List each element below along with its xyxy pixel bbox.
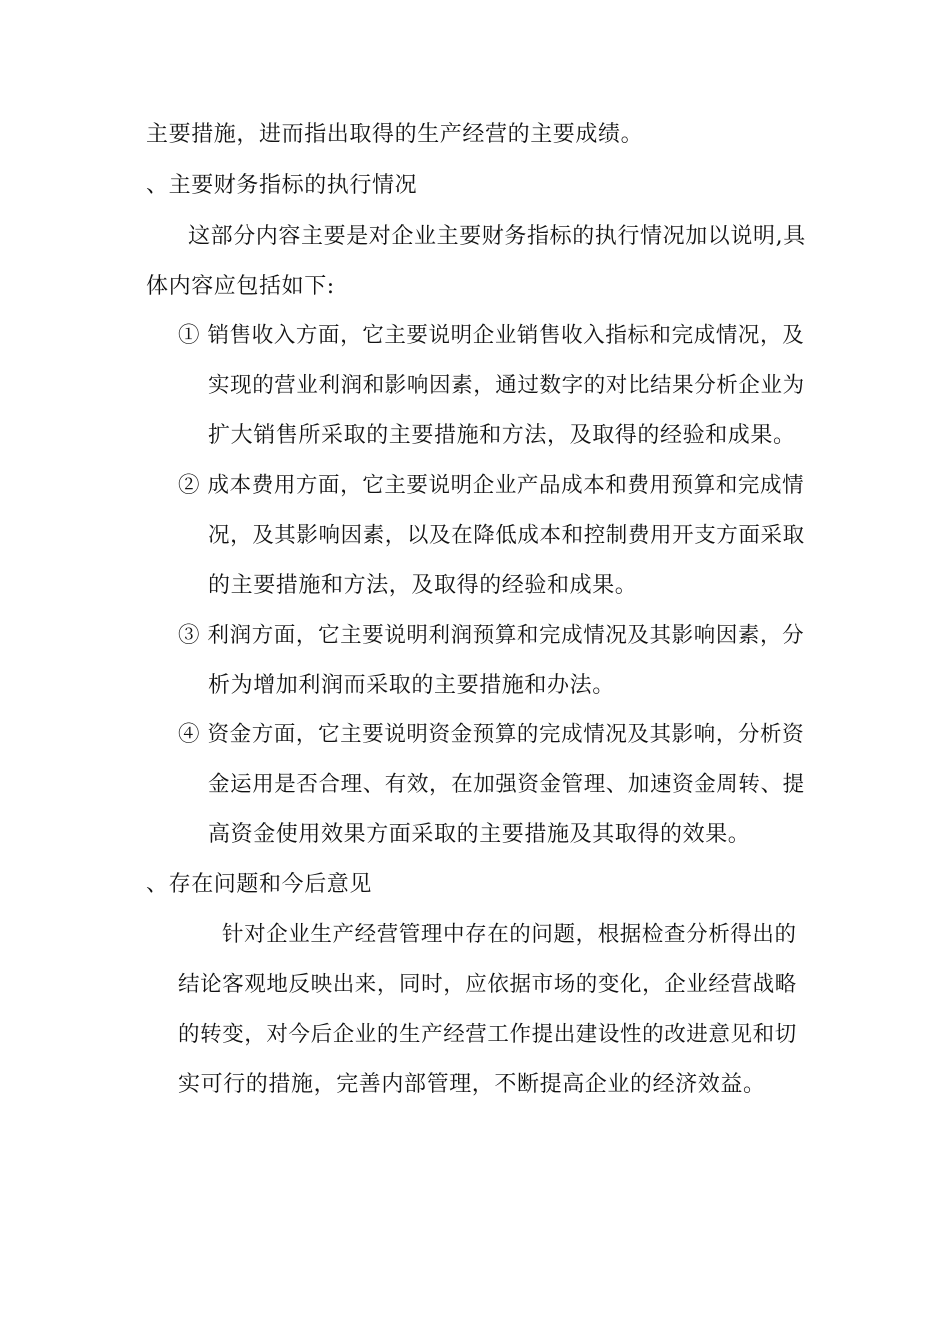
text-line: 结论客观地反映出来，同时，应依据市场的变化，企业经营战略 [178, 972, 797, 997]
text-line: 实可行的措施，完善内部管理，不断提高企业的经济效益。 [178, 1072, 766, 1097]
text-line: 这部分内容主要是对企业主要财务指标的执行情况加以说明,具 [188, 224, 806, 249]
list-item-line: 扩大销售所采取的主要措施和方法，及取得的经验和成果。 [208, 423, 796, 448]
list-item-line: 况，及其影响因素，以及在降低成本和控制费用开支方面采取 [208, 523, 805, 548]
section-heading: 、主要财务指标的执行情况 [146, 173, 418, 198]
list-item-line: 金运用是否合理、有效，在加强资金管理、加速资金周转、提 [208, 772, 805, 797]
text-line: 主要措施，进而指出取得的生产经营的主要成绩。 [146, 122, 644, 147]
text-line: 针对企业生产经营管理中存在的问题，根据检查分析得出的 [222, 922, 797, 947]
text-line: 的转变，对今后企业的生产经营工作提出建设性的改进意见和切 [178, 1022, 797, 1047]
text-line: 体内容应包括如下: [146, 274, 335, 299]
list-item-line: 实现的营业利润和影响因素，通过数字的对比结果分析企业为 [208, 373, 805, 398]
list-item-line: ③ 利润方面，它主要说明利润预算和完成情况及其影响因素，分 [178, 623, 805, 648]
list-item-line: ④ 资金方面，它主要说明资金预算的完成情况及其影响，分析资 [178, 722, 805, 747]
list-item-line: 析为增加利润而采取的主要措施和办法。 [208, 673, 615, 698]
list-item-line: ① 销售收入方面，它主要说明企业销售收入指标和完成情况，及 [178, 323, 805, 348]
list-item-line: 的主要措施和方法，及取得的经验和成果。 [208, 573, 638, 598]
section-heading: 、存在问题和今后意见 [146, 872, 373, 897]
list-item-line: 高资金使用效果方面采取的主要措施及其取得的效果。 [208, 822, 751, 847]
list-item-line: ② 成本费用方面，它主要说明企业产品成本和费用预算和完成情 [178, 473, 805, 498]
